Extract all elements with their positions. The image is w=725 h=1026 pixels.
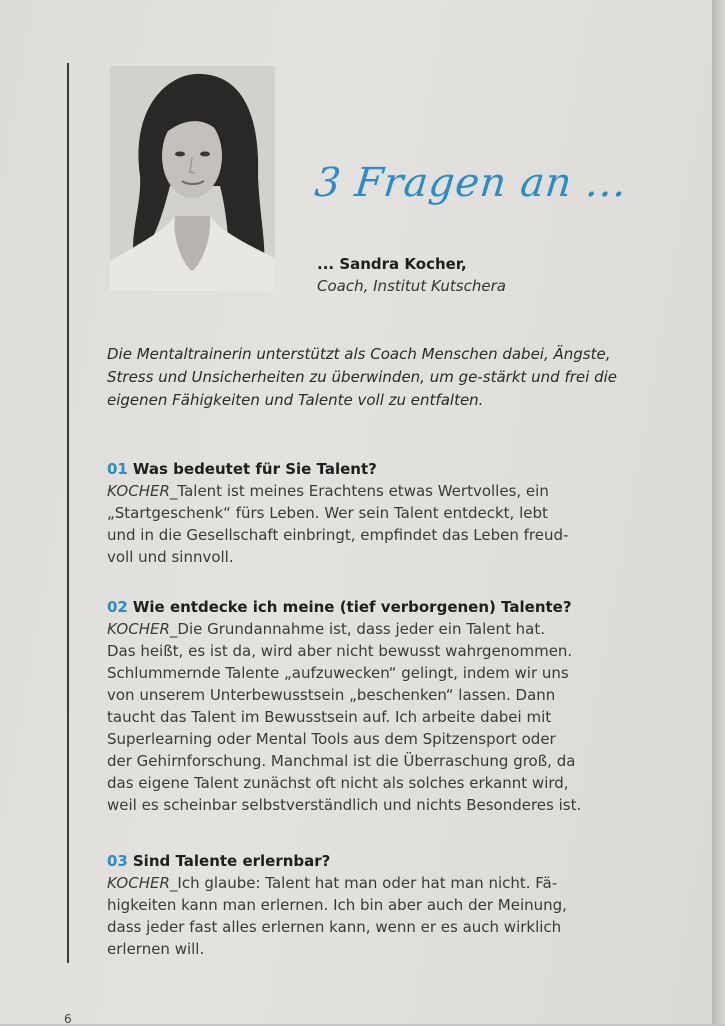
question-text: Sind Talente erlernbar? [132, 852, 331, 870]
page-number: 6 [64, 1012, 72, 1026]
adjacent-page-edge [712, 0, 725, 1024]
speaker-label: KOCHER_ [107, 874, 178, 892]
question-block-3 [107, 850, 642, 960]
intro-paragraph: Die Mentaltrainerin unterstützt als Coach Menschen dabei, Ängste, Stress und Unsicherheiten zu überwinden, um ge-stärkt und frei die eigenen Fähigkeiten und Talente voll zu entfalten. [107, 345, 617, 409]
question-number: 01 [107, 460, 128, 478]
speaker-label: KOCHER_ [107, 482, 178, 500]
question-number: 03 [107, 852, 128, 870]
answer-body: Talent ist meines Erachtens etwas Wertvolles, ein „Startgeschenk“ fürs Leben. Wer sein Talent entdeckt, lebt und in die Gesellschaft einbringt, empfindet das Leben freud- voll und sinnvoll. [107, 482, 569, 566]
question-heading [107, 596, 642, 618]
interviewee-role: Coach, Institut Kutschera [317, 277, 506, 295]
question-text: Was bedeutet für Sie Talent? [132, 460, 377, 478]
interviewee-name: ... Sandra Kocher, [317, 255, 467, 273]
question-text: Wie entdecke ich meine (tief verborgenen) Talente? [132, 598, 572, 616]
answer-text [107, 872, 642, 960]
portrait-photo [110, 66, 275, 291]
question-heading [107, 458, 642, 480]
answer-text [107, 618, 642, 816]
answer-text [107, 480, 642, 568]
speaker-label: KOCHER_ [107, 620, 178, 638]
question-heading [107, 850, 642, 872]
question-block-2 [107, 596, 642, 816]
question-block-1 [107, 458, 642, 568]
question-number: 02 [107, 598, 128, 616]
margin-rule [67, 63, 69, 963]
answer-body: Ich glaube: Talent hat man oder hat man nicht. Fä- higkeiten kann man erlernen. Ich bin aber auch der Meinung, dass jeder fast alles erlernen kann, wenn er es auch wirklich erlernen will. [107, 874, 567, 958]
headline: 3 Fragen an ... [312, 160, 630, 206]
answer-body: Die Grundannahme ist, dass jeder ein Talent hat. Das heißt, es ist da, wird aber nicht bewusst wahrgenommen. Schlummernde Talente „aufzuwecken“ gelingt, indem wir uns von unserem Unterbewusstsein „beschenken“ lassen. Dann taucht das Talent im Bewusstsein auf. Ich arbeite dabei mit Superlearning oder Mental Tools aus dem Spitzensport oder der Gehirnforschung. Manchmal ist die Überraschung groß, da das eigene Talent zunächst oft nicht als solches erkannt wird, weil es scheinbar selbstverständlich und nichts Besonderes ist. [107, 620, 582, 814]
